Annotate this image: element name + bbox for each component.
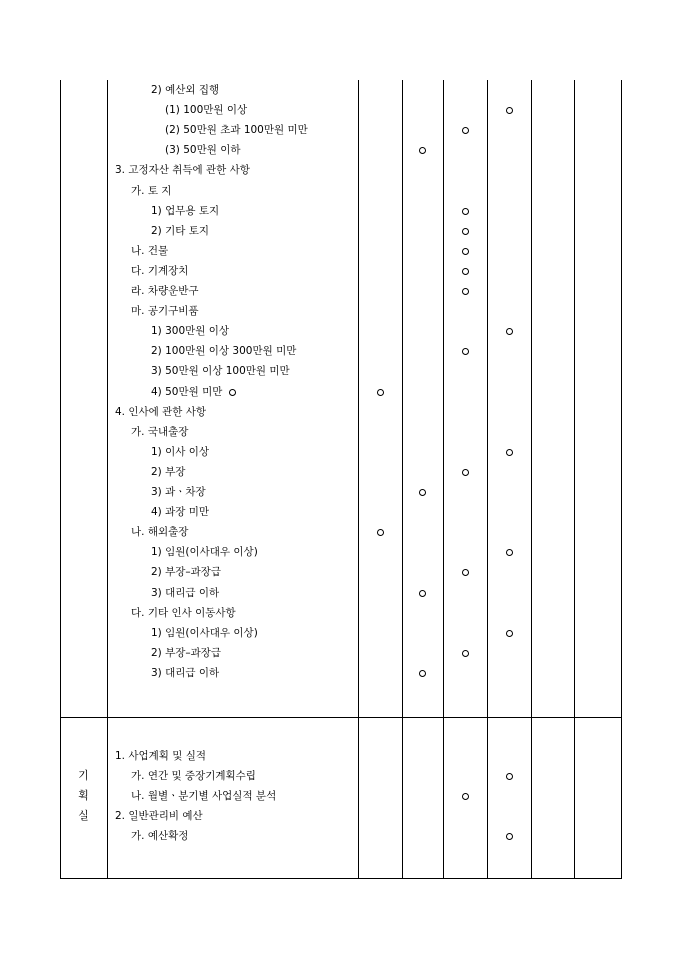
section-divider <box>60 717 622 718</box>
grid-vline-7 <box>574 80 575 878</box>
approval-mark-circle <box>462 288 469 295</box>
department-char: 실 <box>78 809 89 823</box>
grid-vline-1 <box>107 80 108 878</box>
approval-mark-circle <box>419 590 426 597</box>
item-text: 2) 부장 <box>151 465 186 478</box>
approval-mark-circle <box>419 489 426 496</box>
grid-vline-3 <box>402 80 403 878</box>
approval-mark-circle <box>419 147 426 154</box>
item-text: 1) 이사 이상 <box>151 445 210 458</box>
approval-mark-circle <box>462 650 469 657</box>
department-char: 기 <box>78 769 89 782</box>
approval-mark-circle <box>506 107 513 114</box>
approval-mark-circle <box>229 389 236 396</box>
approval-mark-circle <box>506 328 513 335</box>
approval-mark-circle <box>462 127 469 134</box>
item-text: 2) 100만원 이상 300만원 미만 <box>151 345 297 358</box>
item-text: 1) 임원(이사대우 이상) <box>151 546 258 559</box>
approval-mark-circle <box>377 389 384 396</box>
approval-mark-circle <box>462 268 469 275</box>
approval-mark-circle <box>377 529 384 536</box>
item-text: 가. 토 지 <box>131 184 172 197</box>
item-text: 가. 예산확정 <box>131 830 189 843</box>
item-text: 1) 임원(이사대우 이상) <box>151 626 258 639</box>
item-text: 1. 사업계획 및 실적 <box>115 750 207 762</box>
item-text: 4. 인사에 관한 사항 <box>115 405 207 418</box>
item-text: 2) 부장–과장급 <box>151 646 222 659</box>
item-text: 1) 300만원 이상 <box>151 325 230 338</box>
item-text: 3) 대리급 이하 <box>151 666 220 679</box>
item-text: 나. 해외출장 <box>131 526 189 539</box>
item-text: 가. 국내출장 <box>131 425 189 438</box>
grid-vline-6 <box>531 80 532 878</box>
grid-vline-8 <box>621 80 622 878</box>
item-text: 나. 월별ㆍ분기별 사업실적 분석 <box>131 790 277 803</box>
item-text: 3) 50만원 이상 100만원 미만 <box>151 365 290 378</box>
item-text: 다. 기계장치 <box>131 264 189 277</box>
item-text: 마. 공기구비품 <box>131 305 199 318</box>
item-text: 다. 기타 인사 이동사항 <box>131 606 236 619</box>
approval-mark-circle <box>462 248 469 255</box>
item-text: (3) 50만원 이하 <box>165 144 241 157</box>
approval-mark-circle <box>506 773 513 780</box>
approval-mark-circle <box>462 793 469 800</box>
item-text: 나. 건물 <box>131 244 169 257</box>
grid-vline-2 <box>358 80 359 878</box>
approval-mark-circle <box>462 208 469 215</box>
approval-mark-circle <box>419 670 426 677</box>
item-text: 3) 과ㆍ차장 <box>151 486 206 498</box>
item-text: 3) 대리급 이하 <box>151 586 220 599</box>
item-text: 1) 업무용 토지 <box>151 204 220 217</box>
item-text: 3. 고정자산 취득에 관한 사항 <box>115 164 250 177</box>
item-text: 2. 일반관리비 예산 <box>115 810 203 823</box>
item-text: 4) 50만원 미만 <box>151 385 223 398</box>
approval-mark-circle <box>506 630 513 637</box>
item-text: 2) 예산외 집행 <box>151 84 220 96</box>
item-text: 가. 연간 및 중장기계획수립 <box>131 770 256 783</box>
approval-mark-circle <box>506 833 513 840</box>
item-text: (2) 50만원 초과 100만원 미만 <box>165 124 308 137</box>
approval-mark-circle <box>506 449 513 456</box>
grid-vline-0 <box>60 80 61 878</box>
approval-mark-circle <box>462 228 469 235</box>
item-text: (1) 100만원 이상 <box>165 104 248 117</box>
grid-vline-4 <box>443 80 444 878</box>
approval-mark-circle <box>462 348 469 355</box>
approval-mark-circle <box>462 569 469 576</box>
department-char: 획 <box>78 789 89 803</box>
item-text: 2) 기타 토지 <box>151 224 210 237</box>
item-text: 2) 부장–과장급 <box>151 566 222 579</box>
approval-mark-circle <box>462 469 469 476</box>
grid-vline-5 <box>487 80 488 878</box>
item-text: 라. 차량운반구 <box>131 285 199 297</box>
item-text: 4) 과장 미만 <box>151 506 210 519</box>
table-bottom-line <box>60 878 622 879</box>
approval-mark-circle <box>506 549 513 556</box>
